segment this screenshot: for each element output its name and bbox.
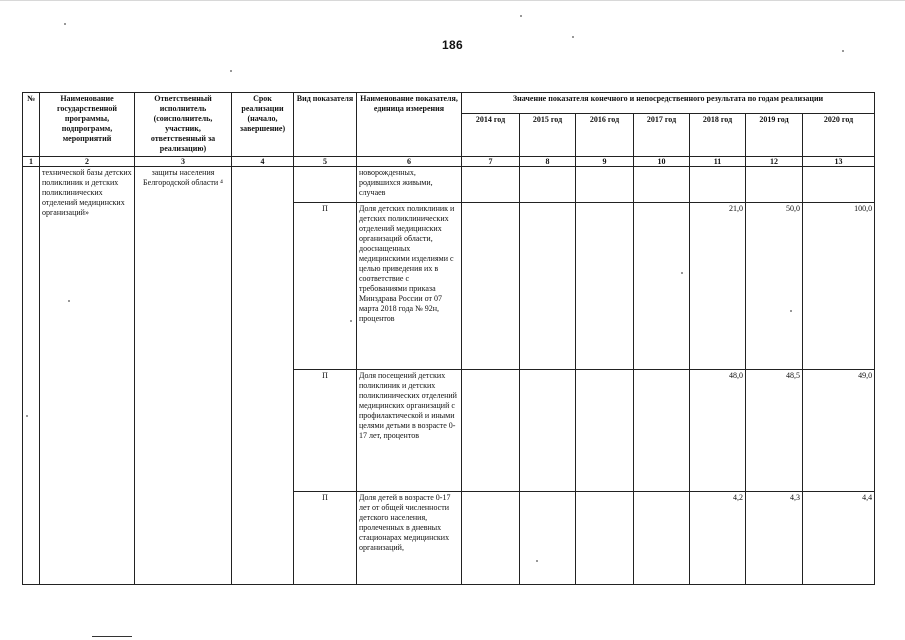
value-2019-cell: 50,0 [746,203,803,370]
value-2020-cell: 49,0 [803,370,875,492]
column-number: 8 [520,157,576,167]
indicator-name-cell: Доля детских поликлиник и детских поликлинических отделений медицинских организаций области, дооснащенных медицинскими изделиями с целью приведения их в соответствие с требованиями приказа Минздрава России от 07 марта 2018 года № 92н, процентов [357,203,462,370]
column-number: 11 [690,157,746,167]
row-number-cell [23,167,40,585]
value-2018-cell: 21,0 [690,203,746,370]
header-program-name: Наименование государственной программы, подпрограмм, мероприятий [40,93,135,157]
value-2016-cell [576,167,634,203]
header-values-group: Значение показателя конечного и непосредственного результата по годам реализации [462,93,875,114]
scan-top-edge [0,0,905,1]
indicator-type-cell [294,167,357,203]
scan-speck [64,23,66,25]
value-2016-cell [576,492,634,585]
header-row-1 [23,93,875,114]
value-2015-cell [520,370,576,492]
value-2020-cell: 100,0 [803,203,875,370]
value-2020-cell [803,167,875,203]
value-2019-cell [746,167,803,203]
value-2015-cell [520,167,576,203]
column-number: 4 [232,157,294,167]
executor-cell: защиты населения Белгородской области ⁴ [135,167,232,585]
column-number: 9 [576,157,634,167]
indicator-name-cell: Доля детей в возрасте 0-17 лет от общей численности детского населения, пролеченных в дневных стационарах медицинских организаций, [357,492,462,585]
indicator-type-cell: П [294,492,357,585]
indicators-table [22,92,875,585]
value-2014-cell [462,167,520,203]
value-2018-cell: 4,2 [690,492,746,585]
header-indicator-name: Наименование показателя, единица измерения [357,93,462,157]
value-2019-cell: 48,5 [746,370,803,492]
scan-speck [842,50,844,52]
scan-speck [520,15,522,17]
header-indicator-type: Вид показателя [294,93,357,157]
value-2020-cell: 4,4 [803,492,875,585]
header-year-2015: 2015 год [520,114,576,157]
value-2018-cell: 48,0 [690,370,746,492]
indicator-name-cell: Доля посещений детских поликлиник и детских поликлинических отделений медицинских организаций с профилактической и иными целями детьми в возрасте 0-17 лет, процентов [357,370,462,492]
value-2015-cell [520,203,576,370]
indicator-type-cell: П [294,203,357,370]
scan-speck [790,310,792,312]
scan-speck [536,560,538,562]
header-year-2020: 2020 год [803,114,875,157]
scan-speck [230,70,232,72]
value-2016-cell [576,370,634,492]
column-number: 10 [634,157,690,167]
value-2015-cell [520,492,576,585]
period-cell [232,167,294,585]
value-2017-cell [634,492,690,585]
header-year-2019: 2019 год [746,114,803,157]
column-numbers-row [23,157,875,167]
value-2017-cell [634,370,690,492]
value-2017-cell [634,203,690,370]
header-year-2014: 2014 год [462,114,520,157]
indicator-type-cell: П [294,370,357,492]
scan-speck [681,272,683,274]
column-number: 1 [23,157,40,167]
table-row [23,167,875,203]
column-number: 7 [462,157,520,167]
value-2016-cell [576,203,634,370]
column-number: 13 [803,157,875,167]
value-2014-cell [462,203,520,370]
scan-speck [26,415,28,417]
header-number: № [23,93,40,157]
value-2019-cell: 4,3 [746,492,803,585]
column-number: 12 [746,157,803,167]
indicator-name-cell: новорожденных, родившихся живыми, случаев [357,167,462,203]
value-2014-cell [462,370,520,492]
scan-speck [350,320,352,322]
column-number: 6 [357,157,462,167]
column-number: 3 [135,157,232,167]
header-year-2016: 2016 год [576,114,634,157]
column-number: 2 [40,157,135,167]
scan-mark [92,636,132,637]
column-number: 5 [294,157,357,167]
header-year-2018: 2018 год [690,114,746,157]
header-period: Срок реализации (начало, завершение) [232,93,294,157]
header-year-2017: 2017 год [634,114,690,157]
scan-speck [572,36,574,38]
page-number: 186 [442,38,463,52]
program-name-cell: технической базы детских поликлиник и детских поликлинических отделений медицинских организаций» [40,167,135,585]
value-2014-cell [462,492,520,585]
header-executor: Ответственный исполнитель (соисполнитель, участник, ответственный за реализацию) [135,93,232,157]
value-2018-cell [690,167,746,203]
value-2017-cell [634,167,690,203]
scan-speck [68,300,70,302]
